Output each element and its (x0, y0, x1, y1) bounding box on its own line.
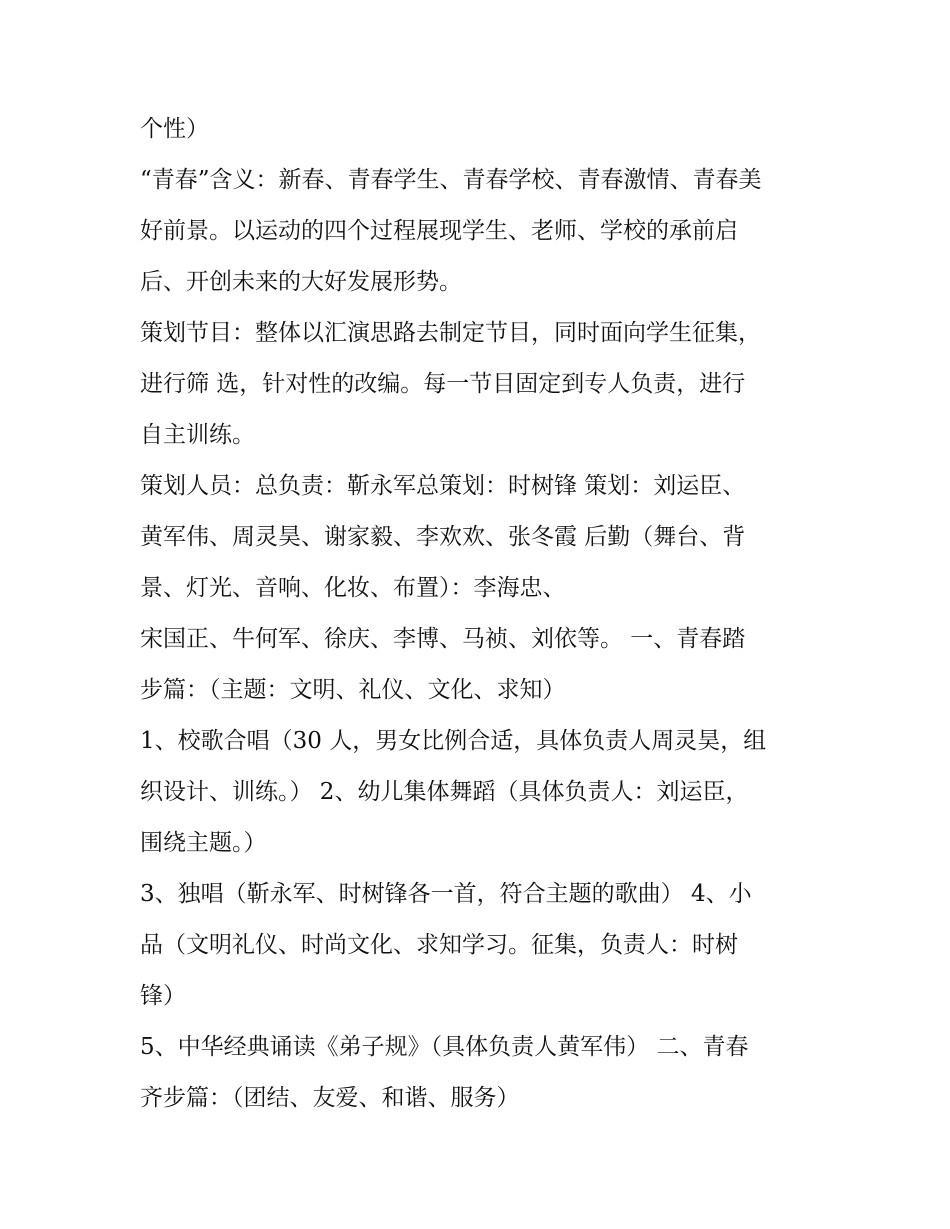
text-line-6: 进行筛 选，针对性的改编。每一节目固定到专人负责，进行 (140, 371, 746, 397)
text-line-20: 齐步篇：（团结、友爱、和谐、服务） (140, 1085, 520, 1111)
text-line-14: 织设计、训练。） 2、幼儿集体舞蹈（具体负责人：刘运臣， (140, 779, 749, 805)
text-line-3: 好前景。以运动的四个过程展现学生、老师、学校的承前启 (140, 218, 738, 244)
text-line-4: 后、开创未来的大好发展形势。 (140, 269, 462, 295)
text-line-11: 宋国正、牛何军、徐庆、李博、马祯、刘依等。 一、青春踏 (140, 626, 746, 652)
text-line-10: 景、灯光、音响、化妆、布置）：李海忠、 (140, 575, 566, 601)
text-line-2: “青春”含义：新春、青春学生、青春学校、青春激情、青春美 (140, 167, 762, 193)
text-line-13: 1、校歌合唱（30 人，男女比例合适，具体负责人周灵昊，组 (140, 728, 767, 754)
text-line-8: 策划人员：总负责：靳永军总策划：时树锋 策划：刘运臣、 (140, 473, 746, 499)
text-line-9: 黄军伟、周灵昊、谢家毅、李欢欢、张冬霞 后勤（舞台、背 (140, 524, 746, 550)
text-line-17: 品（文明礼仪、时尚文化、求知学习。征集，负责人：时树 (140, 932, 738, 958)
text-line-19: 5、中华经典诵读《弟子规》（具体负责人黄军伟） 二、青春 (140, 1034, 749, 1060)
text-line-5: 策划节目：整体以汇演思路去制定节目，同时面向学生征集， (140, 320, 761, 346)
document-body (140, 104, 840, 1124)
text-line-1: 个性） (140, 116, 209, 142)
text-line-18: 锋） (140, 983, 186, 1009)
text-line-15: 围绕主题。） (140, 830, 267, 856)
text-line-16: 3、独唱（靳永军、时树锋各一首，符合主题的歌曲） 4、小 (140, 881, 752, 907)
text-line-7: 自主训练。 (140, 422, 255, 448)
text-line-12: 步篇：（主题：文明、礼仪、文化、求知） (140, 677, 566, 703)
